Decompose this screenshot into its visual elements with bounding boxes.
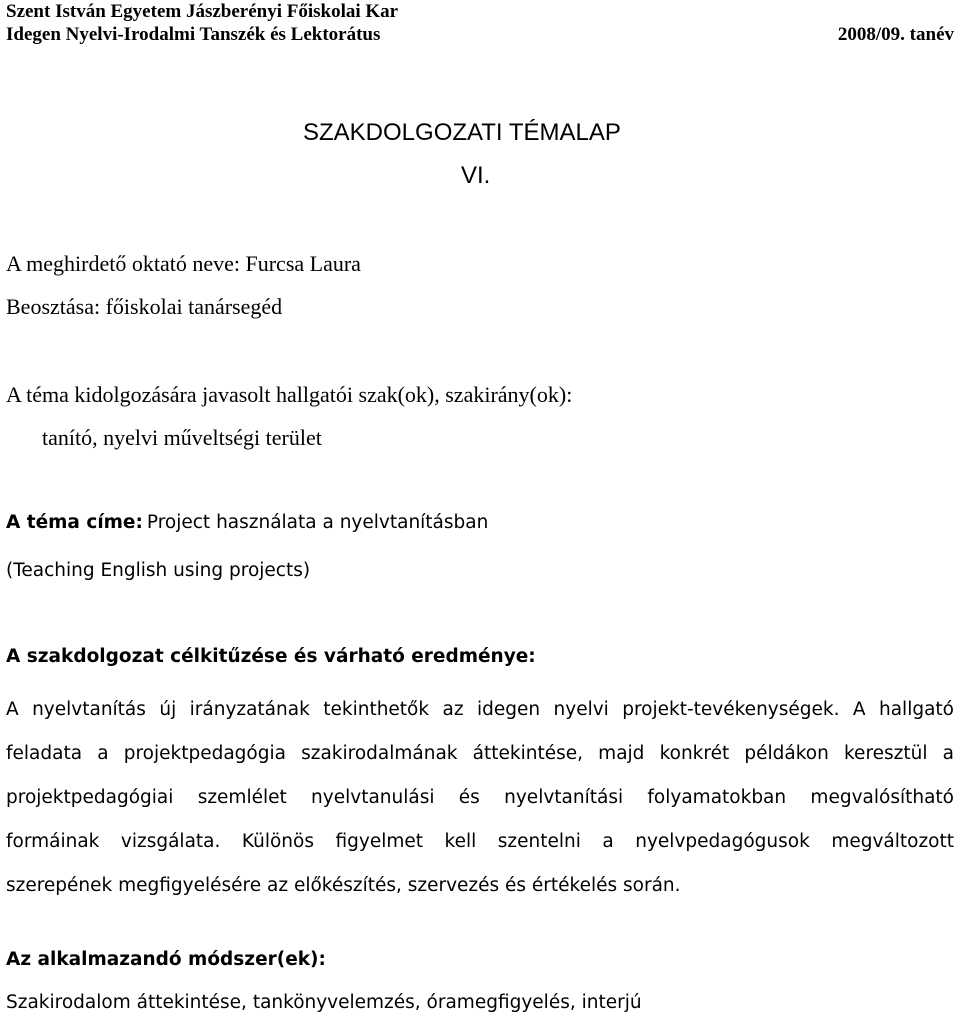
goal-line: projektpedagógiai szemlélet nyelvtanulási és nyelvtanítási folyamatokban megvalósítható bbox=[6, 787, 954, 808]
instructor-label: A meghirdető oktató neve: bbox=[6, 251, 240, 276]
document-title: SZAKDOLGOZATI TÉMALAP bbox=[303, 119, 621, 146]
topic-row bbox=[6, 511, 488, 535]
majors-label: A téma kidolgozására javasolt hallgatói szak(ok), szakirány(ok): bbox=[6, 382, 573, 407]
goal-line: szerepének megfigyelésére az előkészítés, szervezés és értékelés során. bbox=[6, 875, 681, 896]
goal-line: formáinak vizsgálata. Különös figyelmet kell szentelni a nyelvpedagógusok megváltozott bbox=[6, 831, 954, 852]
goal-line: feladata a projektpedagógia szakirodalmának áttekintése, majd konkrét példákon keresztül a bbox=[6, 743, 954, 764]
methods-value: Szakirodalom áttekintése, tankönyvelemzés, óramegfigyelés, interjú bbox=[6, 992, 642, 1013]
majors-value: tanító, nyelvi műveltségi terület bbox=[42, 425, 322, 450]
instructor-value: Furcsa Laura bbox=[245, 251, 361, 276]
goal-label: A szakdolgozat célkitűzése és várható eredménye: bbox=[6, 646, 536, 667]
institution-name: Szent István Egyetem Jászberényi Főiskolai Kar bbox=[6, 1, 399, 22]
academic-year: 2008/09. tanév bbox=[837, 24, 954, 45]
position-value: főiskolai tanársegéd bbox=[105, 294, 283, 319]
goal-line: A nyelvtanítás új irányzatának tekinthetők az idegen nyelvi projekt-tevékenységek. A hallgató bbox=[6, 699, 954, 720]
position-label: Beosztása: bbox=[6, 294, 101, 319]
department-name: Idegen Nyelvi-Irodalmi Tanszék és Lektorátus bbox=[6, 24, 381, 45]
topic-value: Project használata a nyelvtanításban bbox=[146, 512, 489, 533]
position-row bbox=[6, 294, 282, 320]
instructor-row bbox=[6, 251, 361, 277]
document-number: VI. bbox=[461, 162, 491, 189]
goal-paragraph bbox=[6, 688, 954, 908]
topic-label: A téma címe: bbox=[6, 512, 143, 533]
methods-label: Az alkalmazandó módszer(ek): bbox=[6, 949, 326, 970]
topic-english: (Teaching English using projects) bbox=[6, 560, 311, 581]
